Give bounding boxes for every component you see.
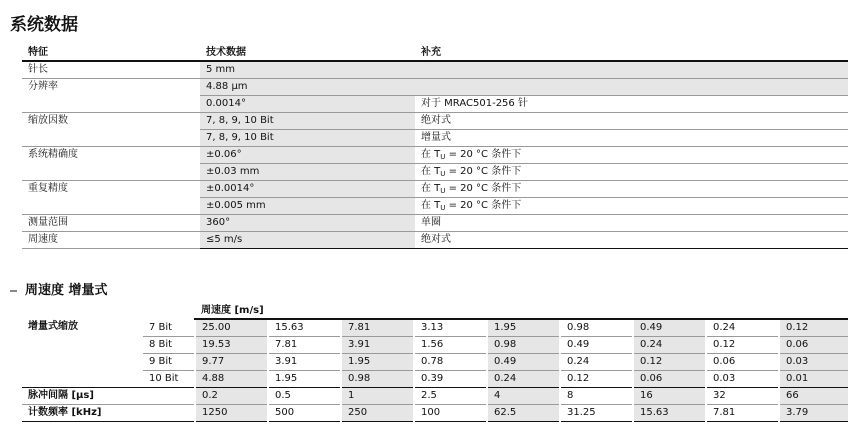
table-row <box>22 164 848 181</box>
value-cell: 1.95 <box>341 354 414 371</box>
bit-cell: 10 Bit <box>143 371 195 388</box>
value-cell: 0.98 <box>487 337 560 354</box>
feature-cell <box>22 130 200 147</box>
table-row <box>22 388 848 405</box>
value-cell: 31.25 <box>560 405 633 422</box>
table-row <box>22 405 848 422</box>
value-cell: 32 <box>706 388 779 405</box>
bit-cell: 9 Bit <box>143 354 195 371</box>
value-cell: 360° <box>200 215 415 232</box>
value-cell: 4 <box>487 388 560 405</box>
value-cell: 0.12 <box>706 337 779 354</box>
note-cell: 在 $T_U = 20$ °C 条件下 <box>415 198 848 215</box>
scale-label: 增量式缩放 <box>22 319 143 388</box>
value-cell: 0.39 <box>414 371 487 388</box>
note-cell: 在 $T_U = 20$ °C 条件下 <box>415 181 848 198</box>
note-cell: 在 $T_U = 20$ °C 条件下 <box>415 147 848 164</box>
speed-table <box>22 304 848 422</box>
value-cell: 0.06 <box>779 337 848 354</box>
value-cell: 4.88 <box>195 371 268 388</box>
value-cell: 7.81 <box>268 337 341 354</box>
column-header-note: 补充 <box>415 45 848 61</box>
value-cell: 0.5 <box>268 388 341 405</box>
feature-cell: 系统精确度 <box>28 149 78 161</box>
value-cell: 1.56 <box>414 337 487 354</box>
value-cell: 0.12 <box>633 354 706 371</box>
value-cell: 15.63 <box>268 319 341 337</box>
value-cell: 250 <box>341 405 414 422</box>
table-row <box>22 215 848 232</box>
value-cell: 0.49 <box>487 354 560 371</box>
value-cell: 100 <box>414 405 487 422</box>
value-cell: 7, 8, 9, 10 Bit <box>200 113 415 130</box>
value-cell: 9.77 <box>195 354 268 371</box>
feature-cell <box>22 96 200 113</box>
speed-header: 周速度 [m/s] <box>195 304 341 319</box>
section-title-text: 周速度 增量式 <box>25 283 108 298</box>
value-cell: 25.00 <box>195 319 268 337</box>
value-cell: 0.98 <box>341 371 414 388</box>
section-title <box>10 279 108 298</box>
value-cell: 0.49 <box>560 337 633 354</box>
value-cell: 0.03 <box>779 354 848 371</box>
table-row <box>22 354 848 371</box>
value-cell: 0.01 <box>779 371 848 388</box>
feature-cell: 测量范围 <box>22 215 200 232</box>
table-row <box>22 130 848 147</box>
value-cell: 7.81 <box>341 319 414 337</box>
table-row <box>22 79 848 96</box>
note-cell: 单圈 <box>415 215 848 232</box>
value-cell: 0.24 <box>560 354 633 371</box>
value-cell: 7.81 <box>706 405 779 422</box>
value-cell: 3.13 <box>414 319 487 337</box>
value-cell: 1.95 <box>487 319 560 337</box>
value-cell: 0.06 <box>633 371 706 388</box>
value-cell: 0.12 <box>560 371 633 388</box>
value-cell: 0.24 <box>706 319 779 337</box>
feature-cell: 针长 <box>22 61 200 79</box>
value-cell: ±0.005 mm <box>200 198 415 215</box>
feature-cell: 缩放因数 <box>28 115 68 127</box>
table-row <box>22 371 848 388</box>
system-data-table <box>22 45 848 249</box>
note-cell: 绝对式 <box>415 232 848 249</box>
feature-cell: 重复精度 <box>28 183 68 195</box>
feature-cell: 周速度 <box>22 232 200 249</box>
value-cell: 0.2 <box>195 388 268 405</box>
value-cell: ±0.0014° <box>200 181 415 198</box>
value-cell: 5 mm <box>200 61 415 79</box>
row-label: 脉冲间隔 [μs] <box>22 388 195 405</box>
row-label: 计数频率 [kHz] <box>22 405 195 422</box>
table-row <box>22 113 848 130</box>
value-cell: ±0.03 mm <box>200 164 415 181</box>
value-cell: 3.91 <box>268 354 341 371</box>
table-row <box>22 319 848 337</box>
value-cell: 0.24 <box>633 337 706 354</box>
value-cell: 7, 8, 9, 10 Bit <box>200 130 415 147</box>
value-cell: 1250 <box>195 405 268 422</box>
value-cell: ≤5 m/s <box>200 232 415 249</box>
value-cell: 3.91 <box>341 337 414 354</box>
note-cell <box>415 61 848 79</box>
table-row <box>22 61 848 79</box>
value-cell: 500 <box>268 405 341 422</box>
value-cell: 1.95 <box>268 371 341 388</box>
table-row <box>22 232 848 249</box>
note-cell: 在 $T_U = 20$ °C 条件下 <box>415 164 848 181</box>
value-cell: 0.0014° <box>200 96 415 113</box>
column-header-value: 技术数据 <box>200 45 415 61</box>
value-cell: ±0.06° <box>200 147 415 164</box>
value-cell: 8 <box>560 388 633 405</box>
speed-header-row <box>22 304 848 319</box>
value-cell: 62.5 <box>487 405 560 422</box>
value-cell: 0.03 <box>706 371 779 388</box>
table-row <box>22 181 848 198</box>
column-header-feature: 特征 <box>22 45 200 61</box>
value-cell: 1 <box>341 388 414 405</box>
table-row <box>22 198 848 215</box>
table-row <box>22 96 848 113</box>
value-cell: 0.06 <box>706 354 779 371</box>
value-cell: 0.12 <box>779 319 848 337</box>
note-cell: 对于 MRAC501-256 针 <box>415 96 848 113</box>
table-row <box>22 337 848 354</box>
note-cell: 绝对式 <box>415 113 848 130</box>
value-cell: 15.63 <box>633 405 706 422</box>
feature-cell <box>22 164 200 181</box>
note-cell <box>415 79 848 96</box>
value-cell: 0.78 <box>414 354 487 371</box>
table-row <box>22 147 848 164</box>
feature-cell: 分辨率 <box>28 81 58 93</box>
value-cell: 2.5 <box>414 388 487 405</box>
bullet-icon <box>10 290 17 292</box>
value-cell: 3.79 <box>779 405 848 422</box>
page-title: 系统数据 <box>10 15 78 35</box>
note-cell: 增量式 <box>415 130 848 147</box>
value-cell: 16 <box>633 388 706 405</box>
value-cell: 0.98 <box>560 319 633 337</box>
table-header-row <box>22 45 848 61</box>
value-cell: 4.88 μm <box>200 79 415 96</box>
feature-cell <box>22 198 200 215</box>
value-cell: 66 <box>779 388 848 405</box>
bit-cell: 8 Bit <box>143 337 195 354</box>
bit-cell: 7 Bit <box>143 319 195 337</box>
value-cell: 0.49 <box>633 319 706 337</box>
value-cell: 0.24 <box>487 371 560 388</box>
value-cell: 19.53 <box>195 337 268 354</box>
